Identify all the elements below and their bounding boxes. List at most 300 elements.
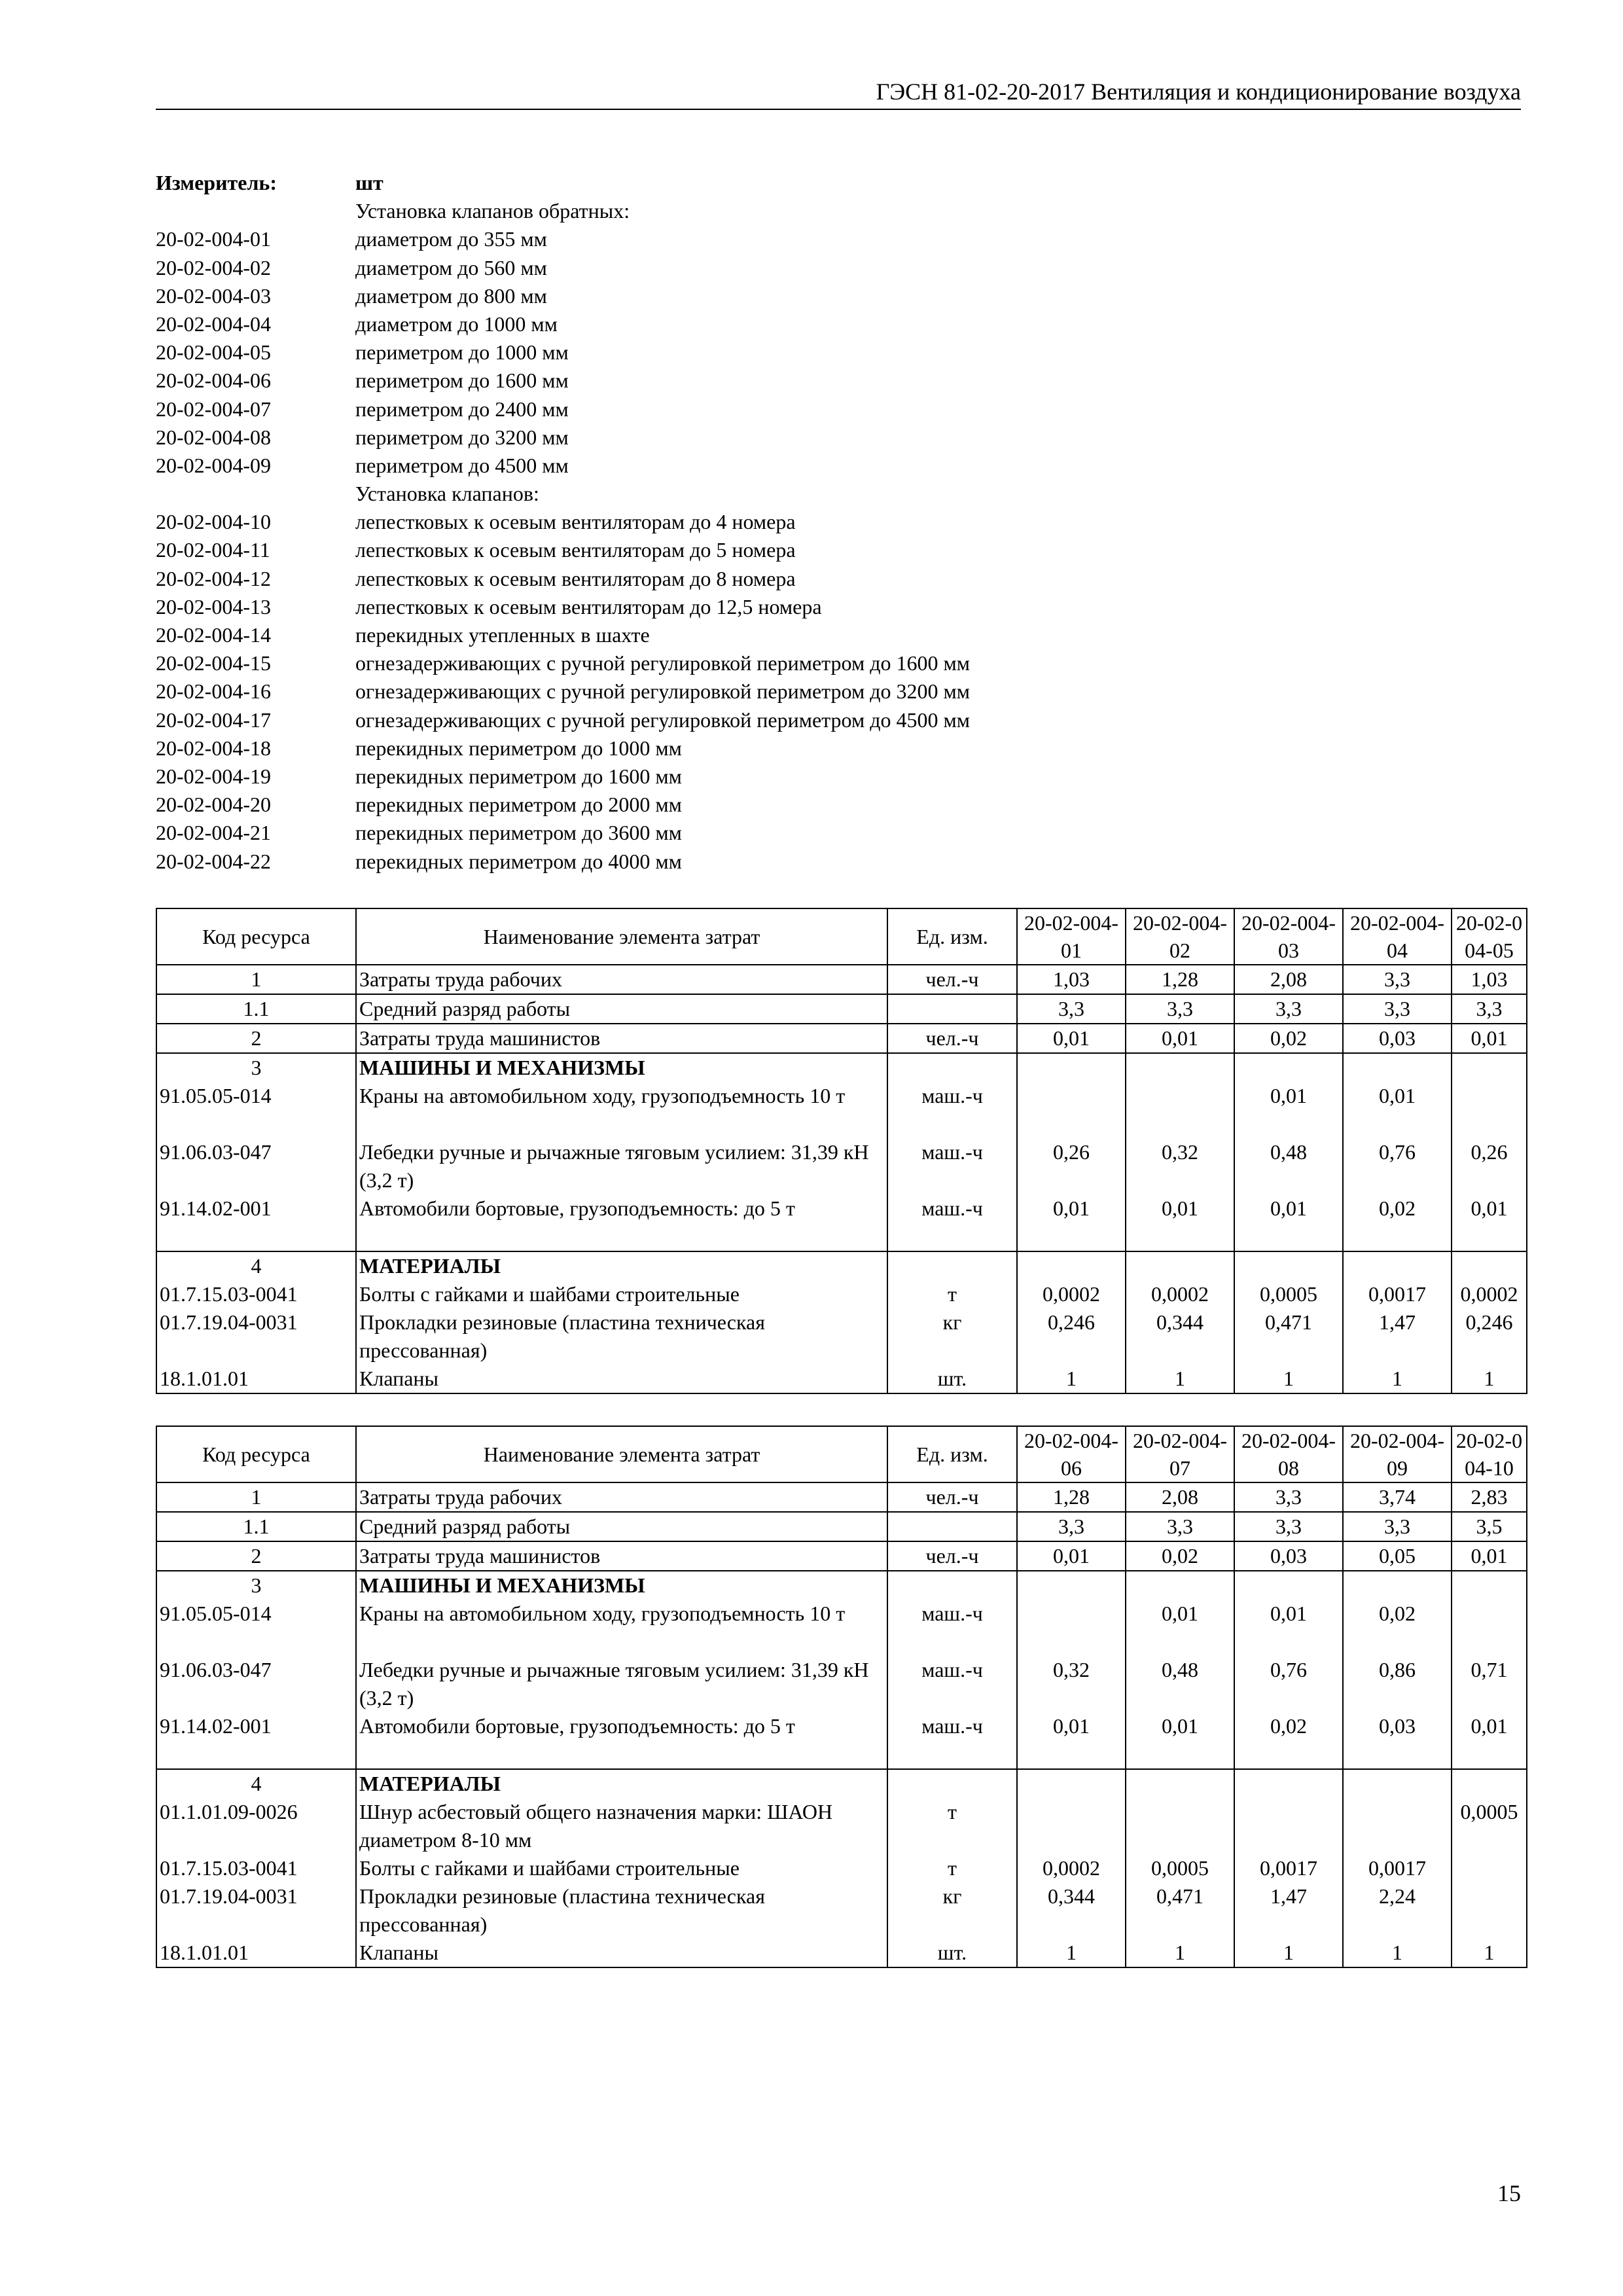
measure-label: Измеритель: — [156, 171, 277, 194]
work-description: периметром до 1000 мм — [355, 340, 569, 365]
cost-element-cell: МАТЕРИАЛЫ — [356, 1769, 887, 1798]
work-description: перекидных периметром до 4000 мм — [355, 849, 682, 873]
cost-element-cell: Затраты труда рабочих — [356, 1482, 887, 1512]
work-list-item — [156, 423, 1521, 452]
work-description: периметром до 3200 мм — [355, 425, 569, 449]
value-cell: 0,26 — [1452, 1138, 1527, 1194]
work-list-item — [156, 762, 1521, 791]
work-description: Установка клапанов обратных: — [355, 199, 630, 223]
table-row — [156, 1365, 1527, 1393]
resource-code-cell: 1 — [156, 965, 356, 994]
value-cell: 2,83 — [1452, 1482, 1527, 1512]
work-list-item — [156, 848, 1521, 876]
value-cell: 0,03 — [1234, 1541, 1343, 1571]
work-code: 20-02-004-09 — [156, 453, 271, 477]
value-cell — [1126, 1571, 1234, 1600]
work-list-item — [156, 734, 1521, 762]
value-cell: 0,71 — [1452, 1656, 1527, 1712]
header-rate-code: 20-02-004-02 — [1126, 908, 1234, 965]
table-row — [156, 1053, 1527, 1082]
cost-element-cell: Средний разряд работы — [356, 994, 887, 1024]
value-cell: 2,08 — [1126, 1482, 1234, 1512]
work-code: 20-02-004-19 — [156, 764, 271, 788]
resource-code-cell: 01.7.15.03-0041 — [156, 1280, 356, 1308]
unit-cell: маш.-ч — [887, 1656, 1017, 1712]
work-list-item — [156, 452, 1521, 480]
work-list-item — [156, 565, 1521, 593]
work-code: 20-02-004-15 — [156, 651, 271, 675]
work-description: лепестковых к осевым вентиляторам до 5 номера — [355, 538, 796, 562]
table-row — [156, 1541, 1527, 1571]
value-cell: 0,0005 — [1452, 1798, 1527, 1854]
value-cell: 0,01 — [1126, 1712, 1234, 1769]
resource-code-cell: 91.06.03-047 — [156, 1656, 356, 1712]
value-cell: 0,32 — [1017, 1656, 1126, 1712]
header-rate-code: 20-02-004-03 — [1234, 908, 1343, 965]
value-cell: 3,3 — [1343, 965, 1452, 994]
table-row — [156, 965, 1527, 994]
work-code: 20-02-004-04 — [156, 312, 271, 336]
header-unit: Ед. изм. — [887, 1426, 1017, 1482]
value-cell: 0,05 — [1343, 1541, 1452, 1571]
value-cell: 0,01 — [1126, 1024, 1234, 1053]
table-row — [156, 1512, 1527, 1541]
resource-code-cell: 18.1.01.01 — [156, 1939, 356, 1967]
table-row — [156, 1854, 1527, 1882]
value-cell: 3,74 — [1343, 1482, 1452, 1512]
value-cell: 3,3 — [1343, 1512, 1452, 1541]
value-cell: 0,0017 — [1343, 1854, 1452, 1882]
work-code: 20-02-004-13 — [156, 594, 271, 619]
work-list-item — [156, 395, 1521, 423]
unit-cell: шт. — [887, 1939, 1017, 1967]
value-cell: 3,3 — [1126, 994, 1234, 1024]
work-list-item — [156, 819, 1521, 847]
value-cell: 0,01 — [1017, 1194, 1126, 1251]
value-cell: 3,3 — [1234, 1482, 1343, 1512]
work-code: 20-02-004-02 — [156, 255, 271, 279]
value-cell: 3,3 — [1017, 1512, 1126, 1541]
value-cell: 0,01 — [1452, 1541, 1527, 1571]
value-cell: 0,02 — [1234, 1024, 1343, 1053]
work-code: 20-02-004-20 — [156, 793, 271, 817]
measure-section — [156, 169, 1521, 876]
value-cell — [1126, 1053, 1234, 1082]
header-rate-code: 20-02-004-09 — [1343, 1426, 1452, 1482]
value-cell — [1343, 1251, 1452, 1280]
header-rate-code: 20-02-004-01 — [1017, 908, 1126, 965]
table-row — [156, 1024, 1527, 1053]
value-cell: 0,02 — [1343, 1194, 1452, 1251]
cost-element-cell: Болты с гайками и шайбами строительные — [356, 1854, 887, 1882]
header-rate-code: 20-02-004-04 — [1343, 908, 1452, 965]
page-number: 15 — [1497, 2180, 1521, 2206]
cost-element-cell: Прокладки резиновые (пластина техническая прессованная) — [356, 1308, 887, 1365]
work-description: огнезадерживающих с ручной регулировкой периметром до 4500 мм — [355, 708, 970, 732]
value-cell: 0,02 — [1126, 1541, 1234, 1571]
value-cell: 1 — [1017, 1939, 1126, 1967]
work-list-item — [156, 508, 1521, 536]
value-cell: 0,0002 — [1017, 1854, 1126, 1882]
value-cell — [1343, 1053, 1452, 1082]
value-cell — [1234, 1053, 1343, 1082]
work-list-item — [156, 791, 1521, 819]
value-cell: 0,26 — [1017, 1138, 1126, 1194]
table-row — [156, 1600, 1527, 1656]
work-code: 20-02-004-16 — [156, 679, 271, 704]
value-cell: 0,0017 — [1343, 1280, 1452, 1308]
work-description: лепестковых к осевым вентиляторам до 8 номера — [355, 566, 796, 590]
value-cell — [1126, 1251, 1234, 1280]
value-cell: 1,28 — [1017, 1482, 1126, 1512]
unit-cell: т — [887, 1280, 1017, 1308]
table-row — [156, 1251, 1527, 1280]
work-description: диаметром до 1000 мм — [355, 312, 558, 336]
header-rate-code: 20-02-004-10 — [1452, 1426, 1527, 1482]
table-row — [156, 1138, 1527, 1194]
work-list-item — [156, 649, 1521, 677]
unit-cell: кг — [887, 1308, 1017, 1365]
unit-cell: шт. — [887, 1365, 1017, 1393]
table-row — [156, 1939, 1527, 1967]
work-description: Установка клапанов: — [355, 482, 539, 506]
value-cell: 1 — [1234, 1365, 1343, 1393]
value-cell — [1017, 1798, 1126, 1854]
work-code: 20-02-004-18 — [156, 736, 271, 760]
value-cell: 3,3 — [1017, 994, 1126, 1024]
table-row — [156, 1482, 1527, 1512]
value-cell: 0,344 — [1017, 1882, 1126, 1939]
value-cell: 0,02 — [1234, 1712, 1343, 1769]
work-list-item — [156, 706, 1521, 734]
work-code: 20-02-004-08 — [156, 425, 271, 449]
cost-element-cell: Затраты труда машинистов — [356, 1024, 887, 1053]
value-cell — [1343, 1571, 1452, 1600]
value-cell: 0,0002 — [1126, 1280, 1234, 1308]
table-header-row — [156, 1426, 1527, 1482]
value-cell — [1452, 1769, 1527, 1798]
work-description: диаметром до 355 мм — [355, 227, 547, 251]
work-code: 20-02-004-06 — [156, 368, 271, 393]
resource-code-cell: 18.1.01.01 — [156, 1365, 356, 1393]
value-cell: 0,01 — [1017, 1712, 1126, 1769]
value-cell: 0,76 — [1234, 1656, 1343, 1712]
resource-code-cell: 1 — [156, 1482, 356, 1512]
work-code: 20-02-004-21 — [156, 821, 271, 845]
value-cell: 1 — [1343, 1365, 1452, 1393]
cost-element-cell: МАТЕРИАЛЫ — [356, 1251, 887, 1280]
work-code: 20-02-004-01 — [156, 227, 271, 251]
cost-element-cell: Клапаны — [356, 1365, 887, 1393]
unit-cell: маш.-ч — [887, 1194, 1017, 1251]
work-list-item — [156, 310, 1521, 338]
value-cell: 0,01 — [1126, 1194, 1234, 1251]
work-list-item — [156, 197, 1521, 225]
work-code: 20-02-004-03 — [156, 283, 271, 308]
unit-cell: чел.-ч — [887, 1482, 1017, 1512]
value-cell: 3,3 — [1234, 1512, 1343, 1541]
unit-cell: маш.-ч — [887, 1138, 1017, 1194]
header-resource-code: Код ресурса — [156, 908, 356, 965]
running-header — [156, 77, 1521, 110]
work-description: перекидных периметром до 3600 мм — [355, 821, 682, 845]
value-cell — [1452, 1854, 1527, 1882]
cost-element-cell: Прокладки резиновые (пластина техническая прессованная) — [356, 1882, 887, 1939]
value-cell: 3,3 — [1126, 1512, 1234, 1541]
table-row — [156, 1280, 1527, 1308]
work-list-item — [156, 254, 1521, 282]
value-cell — [1452, 1082, 1527, 1138]
value-cell: 0,01 — [1234, 1082, 1343, 1138]
value-cell — [1452, 1882, 1527, 1939]
resource-code-cell: 01.1.01.09-0026 — [156, 1798, 356, 1854]
value-cell: 3,3 — [1452, 994, 1527, 1024]
resource-code-cell: 01.7.19.04-0031 — [156, 1308, 356, 1365]
value-cell: 0,01 — [1126, 1600, 1234, 1656]
cost-element-cell: Шнур асбестовый общего назначения марки: ШАОН диаметром 8-10 мм — [356, 1798, 887, 1854]
value-cell: 0,76 — [1343, 1138, 1452, 1194]
work-description: диаметром до 800 мм — [355, 283, 547, 308]
value-cell — [1234, 1769, 1343, 1798]
work-list-item — [156, 480, 1521, 508]
work-description: лепестковых к осевым вентиляторам до 4 номера — [355, 510, 796, 534]
value-cell: 0,0002 — [1017, 1280, 1126, 1308]
value-cell — [1452, 1600, 1527, 1656]
resource-table-1 — [156, 908, 1527, 1394]
value-cell: 3,5 — [1452, 1512, 1527, 1541]
value-cell: 0,86 — [1343, 1656, 1452, 1712]
table-row — [156, 1882, 1527, 1939]
resource-code-cell: 91.05.05-014 — [156, 1082, 356, 1138]
value-cell: 1,28 — [1126, 965, 1234, 994]
value-cell — [1126, 1082, 1234, 1138]
table-row — [156, 1656, 1527, 1712]
cost-element-cell: Автомобили бортовые, грузоподъемность: до 5 т — [356, 1194, 887, 1251]
unit-cell: маш.-ч — [887, 1600, 1017, 1656]
cost-element-cell: Лебедки ручные и рычажные тяговым усилием: 31,39 кН (3,2 т) — [356, 1138, 887, 1194]
cost-element-cell: Затраты труда машинистов — [356, 1541, 887, 1571]
work-description: перекидных утепленных в шахте — [355, 623, 650, 647]
work-list-item — [156, 621, 1521, 649]
work-code: 20-02-004-11 — [156, 538, 270, 562]
work-description: периметром до 4500 мм — [355, 453, 569, 477]
value-cell: 2,24 — [1343, 1882, 1452, 1939]
value-cell: 0,0002 — [1452, 1280, 1527, 1308]
value-cell: 1,47 — [1234, 1882, 1343, 1939]
work-description: периметром до 2400 мм — [355, 397, 569, 421]
value-cell — [1343, 1769, 1452, 1798]
value-cell — [1126, 1798, 1234, 1854]
value-cell: 0,344 — [1126, 1308, 1234, 1365]
work-description: перекидных периметром до 1000 мм — [355, 736, 682, 760]
unit-cell — [887, 1512, 1017, 1541]
cost-element-cell: Болты с гайками и шайбами строительные — [356, 1280, 887, 1308]
resource-code-cell: 3 — [156, 1571, 356, 1600]
table-row — [156, 1712, 1527, 1769]
value-cell: 1 — [1126, 1939, 1234, 1967]
resource-code-cell: 01.7.15.03-0041 — [156, 1854, 356, 1882]
resource-code-cell: 4 — [156, 1769, 356, 1798]
value-cell — [1452, 1251, 1527, 1280]
unit-cell — [887, 1053, 1017, 1082]
work-code: 20-02-004-22 — [156, 849, 271, 873]
work-description: периметром до 1600 мм — [355, 368, 569, 393]
value-cell: 0,471 — [1234, 1308, 1343, 1365]
unit-cell: чел.-ч — [887, 965, 1017, 994]
value-cell: 1,03 — [1452, 965, 1527, 994]
unit-cell: маш.-ч — [887, 1082, 1017, 1138]
value-cell — [1017, 1251, 1126, 1280]
work-code: 20-02-004-05 — [156, 340, 271, 365]
header-rate-code: 20-02-004-05 — [1452, 908, 1527, 965]
unit-cell — [887, 994, 1017, 1024]
work-code: 20-02-004-17 — [156, 708, 271, 732]
resource-table-2 — [156, 1426, 1527, 1968]
header-resource-code: Код ресурса — [156, 1426, 356, 1482]
table-row — [156, 1798, 1527, 1854]
unit-cell — [887, 1251, 1017, 1280]
unit-cell — [887, 1769, 1017, 1798]
table-row — [156, 1571, 1527, 1600]
work-list-item — [156, 225, 1521, 253]
value-cell: 0,0005 — [1234, 1280, 1343, 1308]
table-row — [156, 1769, 1527, 1798]
value-cell — [1234, 1251, 1343, 1280]
work-list-item — [156, 282, 1521, 310]
value-cell: 0,01 — [1452, 1194, 1527, 1251]
value-cell: 0,246 — [1452, 1308, 1527, 1365]
value-cell — [1017, 1769, 1126, 1798]
header-unit: Ед. изм. — [887, 908, 1017, 965]
value-cell: 1 — [1017, 1365, 1126, 1393]
measure-row — [156, 169, 1521, 197]
value-cell: 0,01 — [1017, 1541, 1126, 1571]
cost-element-cell: МАШИНЫ И МЕХАНИЗМЫ — [356, 1053, 887, 1082]
resource-code-cell: 01.7.19.04-0031 — [156, 1882, 356, 1939]
resource-code-cell: 91.06.03-047 — [156, 1138, 356, 1194]
table-row — [156, 994, 1527, 1024]
resource-code-cell: 91.14.02-001 — [156, 1194, 356, 1251]
value-cell — [1343, 1798, 1452, 1854]
work-description: перекидных периметром до 1600 мм — [355, 764, 682, 788]
cost-element-cell: Автомобили бортовые, грузоподъемность: до 5 т — [356, 1712, 887, 1769]
value-cell: 0,03 — [1343, 1712, 1452, 1769]
work-code: 20-02-004-12 — [156, 566, 271, 590]
resource-code-cell: 2 — [156, 1541, 356, 1571]
table-row — [156, 1082, 1527, 1138]
table-header-row — [156, 908, 1527, 965]
unit-cell: чел.-ч — [887, 1024, 1017, 1053]
cost-element-cell: Затраты труда рабочих — [356, 965, 887, 994]
unit-cell: кг — [887, 1882, 1017, 1939]
value-cell: 2,08 — [1234, 965, 1343, 994]
value-cell — [1017, 1082, 1126, 1138]
value-cell: 0,01 — [1452, 1712, 1527, 1769]
value-cell — [1452, 1053, 1527, 1082]
work-list-item — [156, 593, 1521, 621]
header-rate-code: 20-02-004-06 — [1017, 1426, 1126, 1482]
value-cell: 0,246 — [1017, 1308, 1126, 1365]
work-list-item — [156, 677, 1521, 706]
resource-code-cell: 3 — [156, 1053, 356, 1082]
unit-cell: чел.-ч — [887, 1541, 1017, 1571]
value-cell: 1 — [1234, 1939, 1343, 1967]
work-code: 20-02-004-07 — [156, 397, 271, 421]
value-cell: 1 — [1126, 1365, 1234, 1393]
resource-code-cell: 4 — [156, 1251, 356, 1280]
table-row — [156, 1308, 1527, 1365]
value-cell: 1,47 — [1343, 1308, 1452, 1365]
work-list-item — [156, 338, 1521, 367]
value-cell: 0,01 — [1017, 1024, 1126, 1053]
work-list-item — [156, 536, 1521, 564]
value-cell: 0,01 — [1452, 1024, 1527, 1053]
cost-element-cell: Лебедки ручные и рычажные тяговым усилием: 31,39 кН (3,2 т) — [356, 1656, 887, 1712]
value-cell: 1 — [1452, 1365, 1527, 1393]
cost-element-cell: Средний разряд работы — [356, 1512, 887, 1541]
value-cell: 0,02 — [1343, 1600, 1452, 1656]
value-cell: 0,0005 — [1126, 1854, 1234, 1882]
table-row — [156, 1194, 1527, 1251]
resource-code-cell: 1.1 — [156, 1512, 356, 1541]
value-cell — [1017, 1600, 1126, 1656]
value-cell: 3,3 — [1343, 994, 1452, 1024]
unit-cell: маш.-ч — [887, 1712, 1017, 1769]
work-description: перекидных периметром до 2000 мм — [355, 793, 682, 817]
value-cell — [1126, 1769, 1234, 1798]
value-cell — [1234, 1571, 1343, 1600]
header-rate-code: 20-02-004-08 — [1234, 1426, 1343, 1482]
cost-element-cell: Краны на автомобильном ходу, грузоподъемность 10 т — [356, 1082, 887, 1138]
header-cost-element: Наименование элемента затрат — [356, 1426, 887, 1482]
work-list-item — [156, 367, 1521, 395]
measure-value: шт — [355, 171, 383, 194]
work-description: огнезадерживающих с ручной регулировкой периметром до 1600 мм — [355, 651, 970, 675]
value-cell: 3,3 — [1234, 994, 1343, 1024]
value-cell — [1452, 1571, 1527, 1600]
resource-code-cell: 91.14.02-001 — [156, 1712, 356, 1769]
unit-cell: т — [887, 1798, 1017, 1854]
cost-element-cell: МАШИНЫ И МЕХАНИЗМЫ — [356, 1571, 887, 1600]
work-code: 20-02-004-14 — [156, 623, 271, 647]
value-cell: 1 — [1452, 1939, 1527, 1967]
header-rate-code: 20-02-004-07 — [1126, 1426, 1234, 1482]
cost-element-cell: Клапаны — [356, 1939, 887, 1967]
cost-element-cell: Краны на автомобильном ходу, грузоподъемность 10 т — [356, 1600, 887, 1656]
work-description: диаметром до 560 мм — [355, 255, 547, 279]
value-cell: 0,48 — [1234, 1138, 1343, 1194]
value-cell — [1234, 1798, 1343, 1854]
unit-cell — [887, 1571, 1017, 1600]
unit-cell: т — [887, 1854, 1017, 1882]
value-cell: 1 — [1343, 1939, 1452, 1967]
value-cell: 0,01 — [1343, 1082, 1452, 1138]
value-cell: 0,03 — [1343, 1024, 1452, 1053]
work-description: огнезадерживающих с ручной регулировкой периметром до 3200 мм — [355, 679, 970, 704]
value-cell: 0,32 — [1126, 1138, 1234, 1194]
value-cell: 0,01 — [1234, 1194, 1343, 1251]
header-cost-element: Наименование элемента затрат — [356, 908, 887, 965]
value-cell — [1017, 1571, 1126, 1600]
work-description: лепестковых к осевым вентиляторам до 12,5 номера — [355, 594, 822, 619]
resource-code-cell: 1.1 — [156, 994, 356, 1024]
value-cell: 0,0017 — [1234, 1854, 1343, 1882]
resource-code-cell: 91.05.05-014 — [156, 1600, 356, 1656]
value-cell: 1,03 — [1017, 965, 1126, 994]
resource-code-cell: 2 — [156, 1024, 356, 1053]
value-cell: 0,471 — [1126, 1882, 1234, 1939]
header-title: ГЭСН 81-02-20-2017 Вентиляция и кондиционирование воздуха — [876, 79, 1521, 105]
